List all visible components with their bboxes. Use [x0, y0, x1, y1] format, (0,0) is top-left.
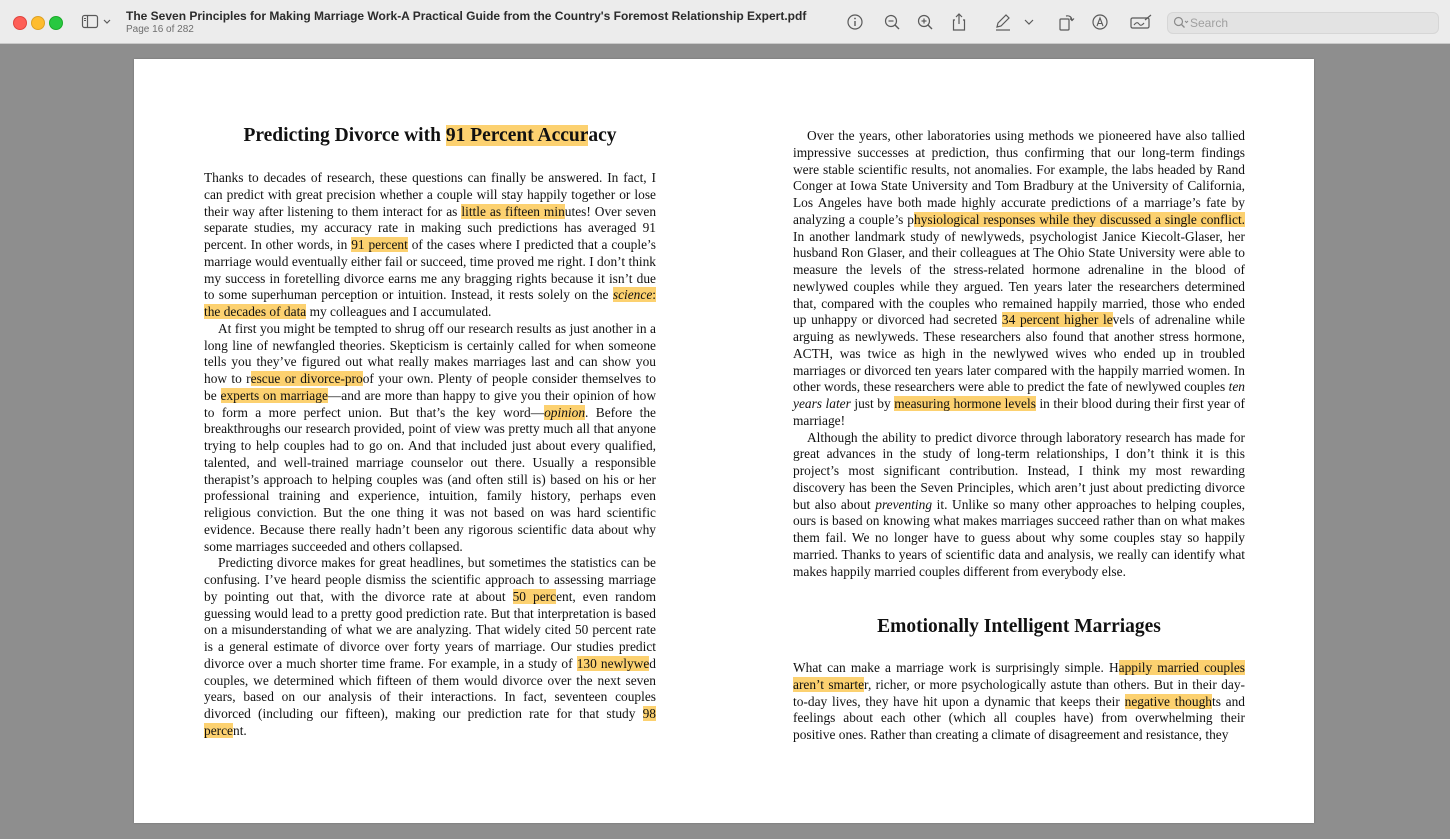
- toolbar: [0, 0, 1450, 44]
- highlight: 130 newlywe: [576, 655, 650, 671]
- highlight: 34 percent higher le: [1001, 312, 1113, 328]
- highlight: 50 perc: [512, 588, 557, 604]
- text-run: my colleagues and I accumulated.: [306, 304, 492, 319]
- text-run: Predicting divorce makes for great headlines, but sometimes the statistics can be confusing. I’ve heard people dismiss the scientific approach to assessing marriage by pointing out that, with the divorce rate at about: [204, 555, 656, 604]
- highlight: 98 perce: [204, 706, 656, 738]
- text-run: Although the ability to predict divorce through laboratory research has made for great advances in the study of long-term relationships, I don’t think it is this project’s most significant contribution. Instead, I think my most rewarding discovery has been the Seven Principles, which aren’t just about predicting divorce but also about: [793, 429, 1245, 512]
- markup-button[interactable]: [992, 11, 1014, 33]
- text-run: of your own. Plenty of people consider themselves to be: [204, 371, 656, 403]
- right-column-lower: [793, 660, 1245, 744]
- text-run: in their blood during their first year of marriage!: [793, 396, 1245, 428]
- text-run: utes! Over seven separate studies, my accuracy rate in making such predictions has averaged 91 percent. In other words, in: [204, 203, 657, 252]
- highlight: little as fifteen min: [461, 203, 565, 219]
- text-run: Over the years, other laboratories using methods we pioneered have also tallied impressive successes at prediction, thus confirming that our long-term findings were stable scientific results, not anomalies. For example, the labs headed by Rand Conger at Iowa State University and Tom Bradbury at the University of California, Los Angeles have both made highly accurate predictions of a marriage’s fate by analyzing a couple’s p: [793, 128, 1245, 227]
- highlight: science: [612, 287, 653, 303]
- info-icon: [846, 13, 864, 31]
- text-run: Thanks to decades of research, these questions can finally be answered. In fact, I can predict with great precision whether a couple will stay happily together or lose their way after listening to them interact for as: [204, 170, 656, 219]
- highlight: negative though: [1124, 693, 1212, 709]
- text-run: ent, even random guessing would lead to a pretty good prediction rate. But that interpretation is based on a misunderstanding of what we are analyzing. That widely cited 50 percent rate is a general estimate of divorce over forty years of marriage. Our studies predict divorce over a much shorter time frame. For example, in a study of: [204, 588, 657, 671]
- markup-menu-button[interactable]: [1022, 11, 1036, 33]
- sidebar-icon: [80, 12, 116, 32]
- text-run: —and are more than happy to give you their opinion of how to form a more perfect union. But that’s the key word—: [204, 387, 656, 420]
- close-window-button[interactable]: [13, 16, 27, 30]
- highlight: 91 percent: [351, 237, 408, 252]
- section-heading: [204, 125, 656, 147]
- text-run: r, richer, or more psychologically astute than others. But in their day-to-day lives, they have hit upon a dynamic that keeps their: [793, 676, 1245, 709]
- highlight: hysiological responses while they discussed a single conflict.: [913, 211, 1246, 227]
- heading-text: Predicting Divorce with: [243, 125, 441, 146]
- zoom-in-button[interactable]: [914, 11, 936, 33]
- text-run: preventing: [875, 496, 933, 512]
- text-run: What can make a marriage work is surprisingly simple. H: [793, 660, 1119, 675]
- paragraph: [204, 170, 656, 321]
- section-heading-2: Emotionally Intelligent Marriages: [877, 616, 1161, 637]
- text-run: nt.: [233, 722, 247, 738]
- highlight: measuring hormone levels: [894, 396, 1036, 411]
- rotate-icon: [1056, 12, 1076, 32]
- paragraph: [204, 555, 656, 739]
- zoom-in-icon: [916, 13, 934, 31]
- text-run: d couples, we determined which fifteen of them would divorce over the next seven years, based on our analysis of their interactions. In fact, seventeen couples divorced (including our fifteen), making our prediction rate for that study: [204, 655, 656, 721]
- heading-text: acy: [588, 125, 617, 146]
- highlight: escue or divorce-pro: [250, 371, 363, 386]
- highlight: opinion: [544, 404, 586, 420]
- search-icon: [1173, 16, 1189, 30]
- chevron-down-icon: [1024, 17, 1034, 27]
- text-run: . Before the breakthroughs our research provided, point of view was pretty much all that anyone trying to help couples had to go on. And that included just about every qualified, talented, and well-trained marriage counselor out there. Usually a responsible therapist’s approach to helping couples was (and often still is) based on his or her professional training and experience, intuition, family history, perhaps even religious conviction. But the one thing it was not based on was hard scientific evidence. Because there really hadn’t been any rigorous scientific data about why some marriages succeeded and others collapsed.: [204, 404, 656, 554]
- rotate-button[interactable]: [1055, 11, 1077, 33]
- info-button[interactable]: [844, 11, 866, 33]
- text-run: In another landmark study of newlyweds, psychologist Janice Kiecolt-Glaser, her husband Ron Glaser, and their colleagues at The Ohio State University were able to measure the levels of the stress-related hormone adrenaline in the blood of newlywed couples while they argued. Ten years later the researchers determined that, compared with the couples who remained happily married, those who ended up unhappy or divorced had secreted: [793, 228, 1245, 328]
- highlight: experts on marriage: [220, 387, 328, 403]
- paragraph: [793, 660, 1245, 744]
- document-title: The Seven Principles for Making Marriage Work-A Practical Guide from the Country's Foremost Relationship Expert.pdf: [126, 9, 807, 23]
- text-run: ten years later: [793, 379, 1245, 411]
- text-run: vels of adrenaline while arguing as newlyweds. These researchers also found that another stress hormone, ACTH, was twice as high in the newlywed wives who ended up in troubled marriages or divorced ten years later compared with the happily married women. In other words, these researchers were able to predict the fate of newlywed couples: [793, 312, 1245, 395]
- search-field[interactable]: [1167, 12, 1439, 34]
- text-run: just by: [850, 396, 895, 411]
- highlight: 91 Percent Accur: [445, 125, 589, 146]
- annotate-icon: [1090, 12, 1110, 32]
- highlight: : the decades of data: [204, 287, 656, 319]
- right-column: [793, 128, 1245, 580]
- pdf-page: [134, 59, 1314, 823]
- zoom-window-button[interactable]: [49, 16, 63, 30]
- share-icon: [950, 12, 968, 32]
- markup-pen-icon: [993, 12, 1013, 32]
- minimize-window-button[interactable]: [31, 16, 45, 30]
- share-button[interactable]: [948, 11, 970, 33]
- text-run: it. Unlike so many other approaches to helping couples, ours is based on knowing what makes marriages succeed rather than on what makes them fail. We no longer have to guess about why some couples stay so happily married. Thanks to years of scientific data and analysis, we really can identify what makes happily married couples different from everybody else.: [793, 496, 1245, 579]
- text-run: ts and feelings about each other (which all couples have) from overwhelming their positive ones. Rather than creating a climate of disagreement and resistance, they: [793, 693, 1245, 742]
- sign-button[interactable]: [1128, 11, 1154, 33]
- text-run: of the cases where I predicted that a couple’s marriage would eventually either fail or succeed, time proved me right. I don’t think my success in foretelling divorce earns me any bragging rights because it isn’t due to some superhuman perception or intuition. Instead, it rests solely on the: [204, 237, 656, 303]
- sidebar-toggle-button[interactable]: [80, 12, 116, 32]
- paragraph: [793, 128, 1245, 430]
- left-column: [204, 170, 656, 740]
- highlight: appily married couples aren’t smarte: [793, 660, 1245, 692]
- search-input[interactable]: [1190, 15, 1430, 31]
- zoom-out-button[interactable]: [881, 11, 903, 33]
- text-run: At first you might be tempted to shrug off our research results as just another in a long line of newfangled theories. Skepticism is certainly called for when someone tells you they’ve figured out what really makes marriages last and can show you how to r: [204, 320, 656, 386]
- page-indicator: Page 16 of 282: [126, 24, 194, 35]
- annotate-button[interactable]: [1089, 11, 1111, 33]
- paragraph: [793, 430, 1245, 581]
- paragraph: [204, 321, 656, 556]
- sign-icon: [1129, 12, 1153, 32]
- zoom-out-icon: [883, 13, 901, 31]
